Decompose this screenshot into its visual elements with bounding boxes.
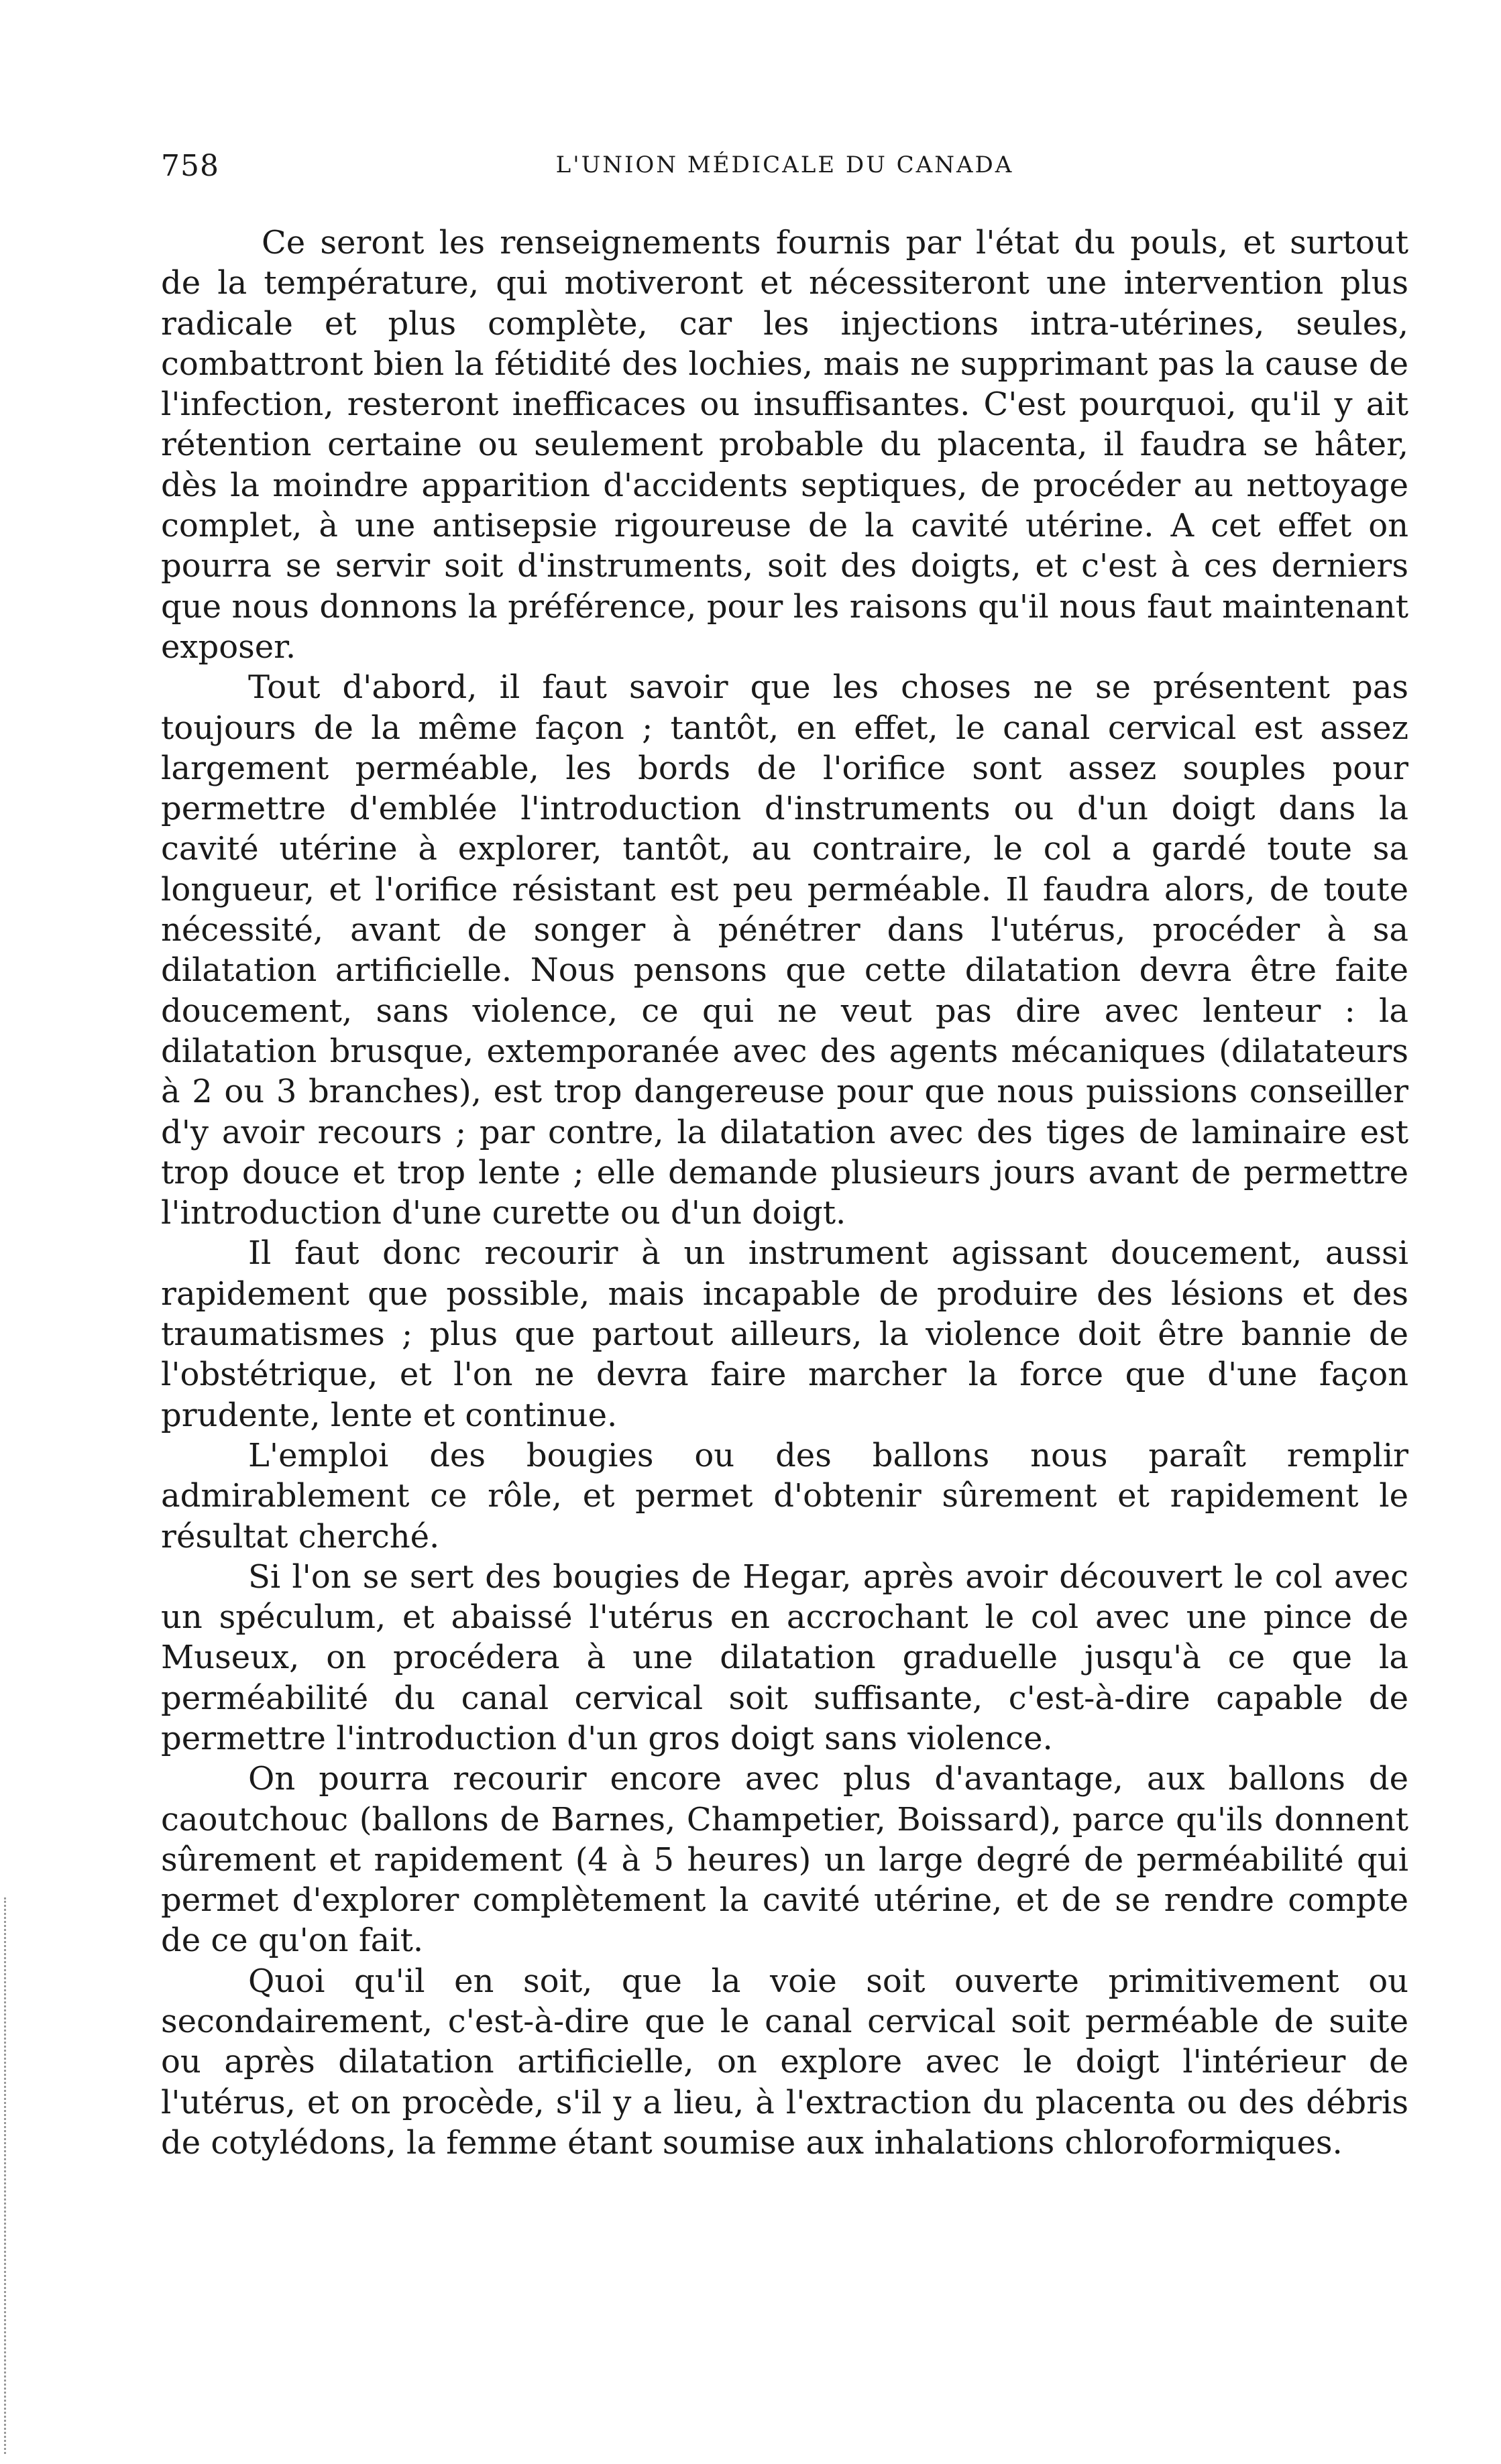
paragraph: L'emploi des bougies ou des ballons nous paraît remplir admirablement ce rôle, et permet d'obtenir sûrement et rapidement le résultat cherché.	[161, 1436, 1408, 1556]
paragraph: Quoi qu'il en soit, que la voie soit ouverte primitivement ou secondairement, c'est-à-dire que le canal cervical soit perméable de suite ou après dilatation artificielle, on explore avec le doigt l'intérieur de l'utérus, et on procède, s'il y a lieu, à l'extraction du placenta ou des débris de cotylédons, la femme étant soumise aux inhalations chloroformiques.	[161, 1962, 1408, 2162]
scan-margin-artifact	[4, 1897, 10, 2454]
body-text	[161, 223, 1408, 2163]
paragraph: Tout d'abord, il faut savoir que les choses ne se présentent pas toujours de la même façon ; tantôt, en effet, le canal cervical est assez largement perméable, les bords de l'orifice sont assez souples pour permettre d'emblée l'introduction d'instruments ou d'un doigt dans la cavité utérine à explorer, tantôt, au contraire, le col a gardé toute sa longueur, et l'orifice résistant est peu perméable. Il faudra alors, de toute nécessité, avant de songer à pénétrer dans l'utérus, procéder à sa dilatation artificielle. Nous pensons que cette dilatation devra être faite doucement, sans violence, ce qui ne veut pas dire avec lenteur : la dilatation brusque, extemporanée avec des agents mécaniques (dilatateurs à 2 ou 3 branches), est trop dangereuse pour que nous puissions conseiller d'y avoir recours ; par contre, la dilatation avec des tiges de laminaire est trop douce et trop lente ; elle demande plusieurs jours avant de permettre l'introduction d'une curette ou d'un doigt.	[161, 668, 1408, 1232]
page-header	[161, 149, 1408, 189]
running-title: L'UNION MÉDICALE DU CANADA	[555, 152, 1014, 178]
paragraph: On pourra recourir encore avec plus d'avantage, aux ballons de caoutchouc (ballons de Barnes, Champetier, Boissard), parce qu'ils donnent sûrement et rapidement (4 à 5 heures) un large degré de perméabilité qui permet d'explorer complètement la cavité utérine, et de se rendre compte de ce qu'on fait.	[161, 1760, 1408, 1960]
page-number: 758	[161, 149, 219, 183]
paragraph: Si l'on se sert des bougies de Hegar, après avoir découvert le col avec un spéculum, et abaissé l'utérus en accrochant le col avec une pince de Museux, on procédera à une dilatation graduelle jusqu'à ce que la perméabilité du canal cervical soit suffisante, c'est-à-dire capable de permettre l'introduction d'un gros doigt sans violence.	[161, 1558, 1408, 1757]
paragraph: Il faut donc recourir à un instrument agissant doucement, aussi rapidement que possible, mais incapable de produire des lésions et des traumatismes ; plus que partout ailleurs, la violence doit être bannie de l'obstétrique, et l'on ne devra faire marcher la force que d'une façon prudente, lente et continue.	[161, 1234, 1408, 1434]
paragraph: Ce seront les renseignements fournis par l'état du pouls, et surtout de la température, qui motiveront et nécessiteront une intervention plus radicale et plus complète, car les injections intra-utérines, seules, combattront bien la fétidité des lochies, mais ne supprimant pas la cause de l'infection, resteront inefficaces ou insuffisantes. C'est pourquoi, qu'il y ait rétention certaine ou seulement probable du placenta, il faudra se hâter, dès la moindre apparition d'accidents septiques, de procéder au nettoyage complet, à une antisepsie rigoureuse de la cavité utérine. A cet effet on pourra se servir soit d'instruments, soit des doigts, et c'est à ces derniers que nous donnons la préférence, pour les raisons qu'il nous faut maintenant exposer.	[161, 224, 1408, 666]
